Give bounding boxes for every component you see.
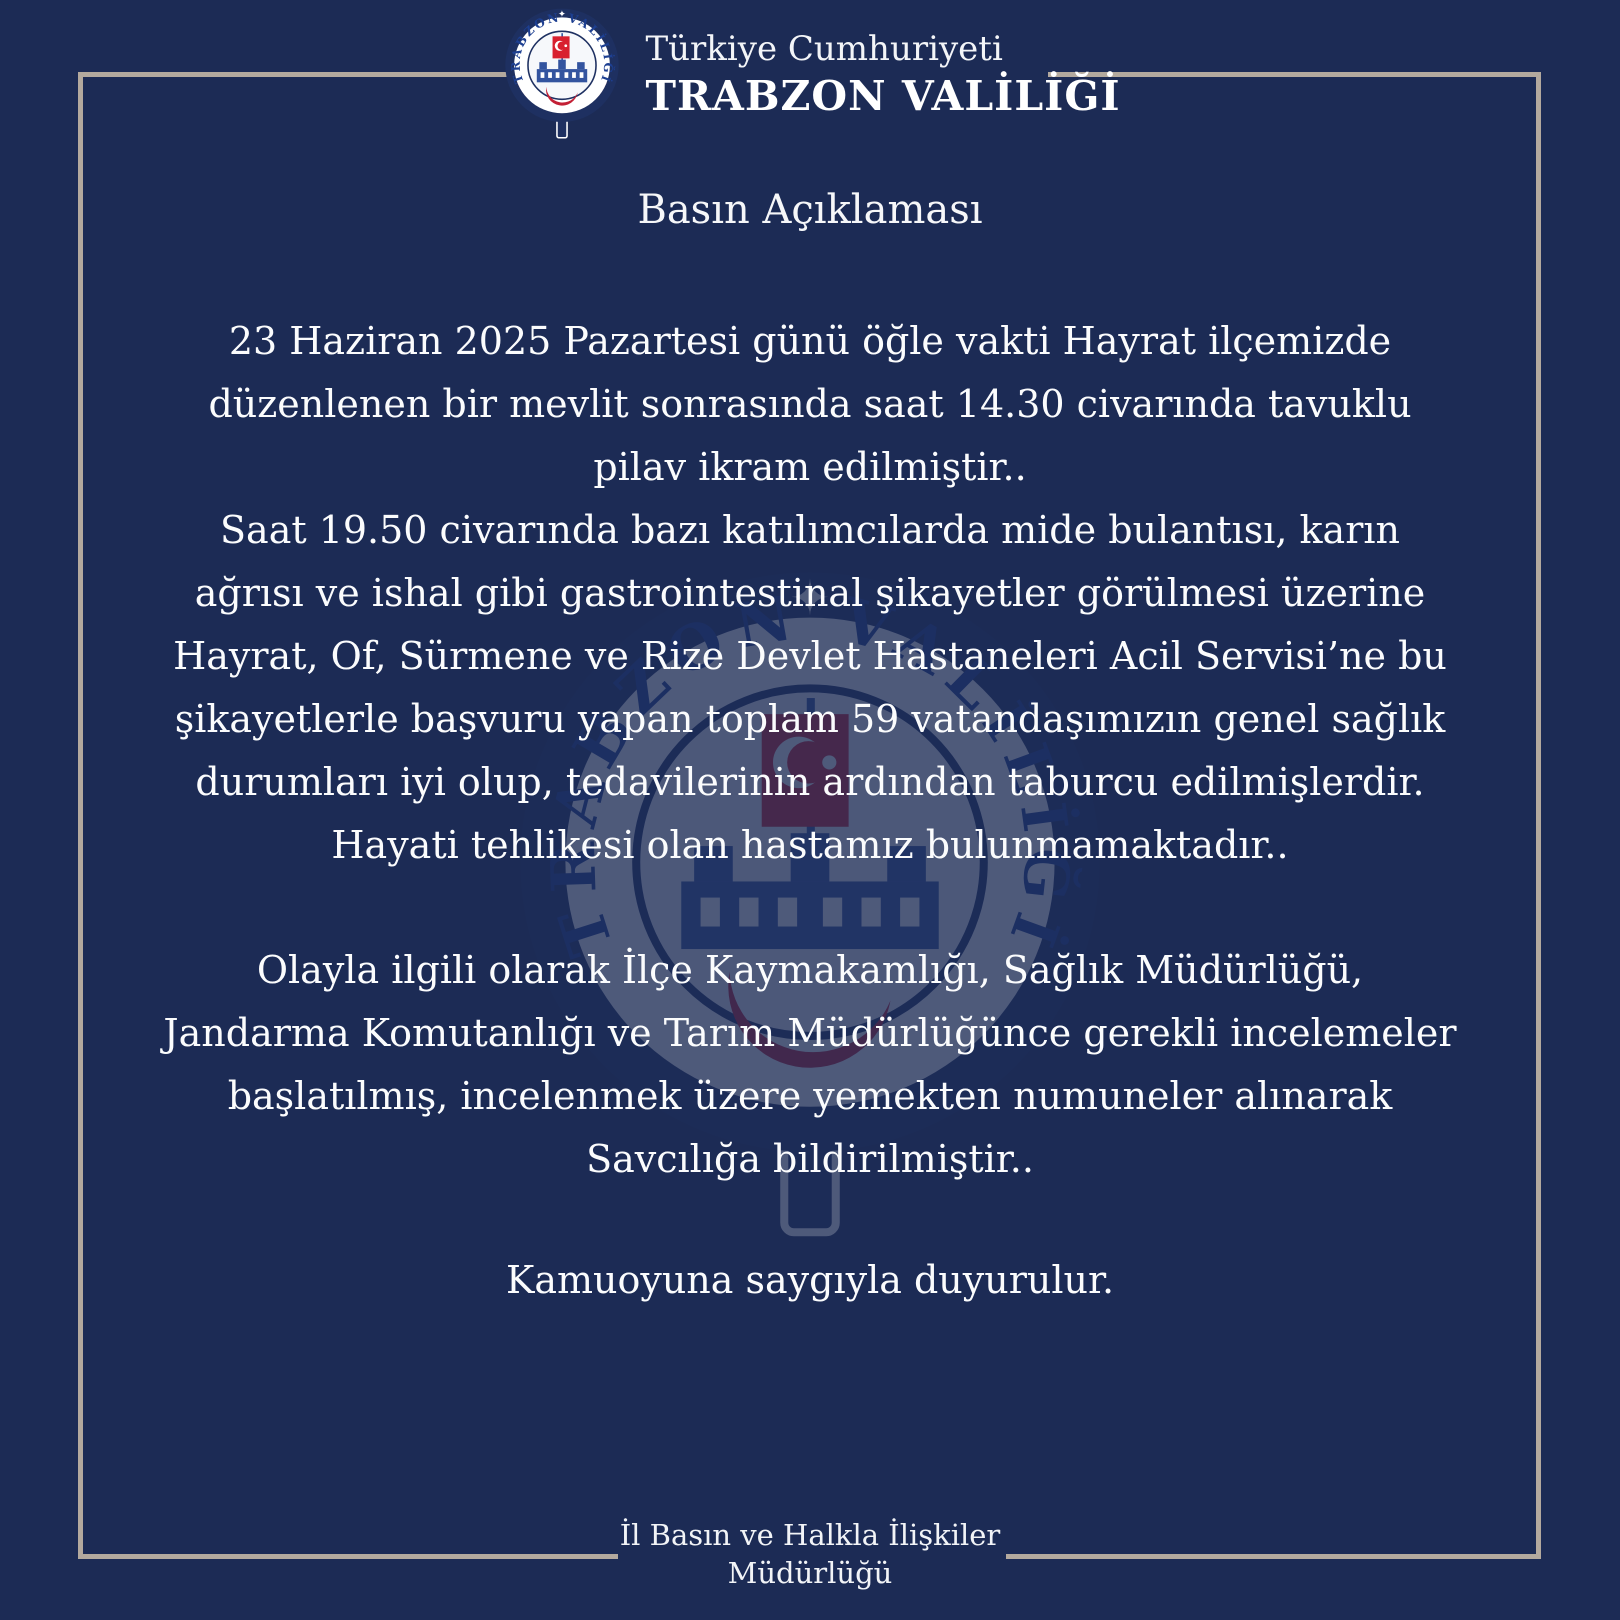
press-release-closing: Kamuoyuna saygıyla duyurulur. <box>505 1258 1115 1302</box>
press-release-body <box>160 310 1460 1312</box>
footer-line-2: Müdürlüğü <box>727 1556 893 1590</box>
page-title: Basın Açıklaması <box>637 187 983 233</box>
press-release-paragraph-4: Olayla ilgili olarak İlçe Kaymakamlığı, Sağlık Müdürlüğü, Jandarma Komutanlığı ve Tarım Müdürlüğünce gerekli incelemeler başlatılmış, incelenmek üzere yemekten numuneler alınarak Savcılığa bildirilmiştir.. <box>163 948 1457 1181</box>
org-governorship-line: TRABZON VALİLİĞİ <box>645 71 1121 120</box>
header <box>0 4 1620 143</box>
organization-name <box>645 27 1120 121</box>
press-release-paragraph-3: Hayrat, Of, Sürmene ve Rize Devlet Hastaneleri Acil Servisi’ne bu şikayetlerle başvuru yapan toplam 59 vatandaşımızın genel sağlık durumları iyi olup, tedavilerinin ardından taburcu edilmişlerdir. Hayati tehlikesi olan hastamız bulunmamaktadır.. <box>173 634 1447 867</box>
press-release-paragraph-1: 23 Haziran 2025 Pazartesi günü öğle vakti Hayrat ilçemizde düzenlenen bir mevlit sonrasında saat 14.30 civarında tavuklu pilav ikram edilmiştir.. <box>208 319 1412 489</box>
press-release-paragraph-2: Saat 19.50 civarında bazı katılımcılarda mide bulantısı, karın ağrısı ve ishal gibi gastrointestinal şikayetler görülmesi üzerine <box>194 508 1426 615</box>
footer-department <box>0 1516 1620 1592</box>
org-country-line: Türkiye Cumhuriyeti <box>645 28 1003 69</box>
footer-line-1: İl Basın ve Halkla İlişkiler <box>619 1518 1001 1552</box>
trabzon-governorship-emblem-logo <box>499 4 625 143</box>
